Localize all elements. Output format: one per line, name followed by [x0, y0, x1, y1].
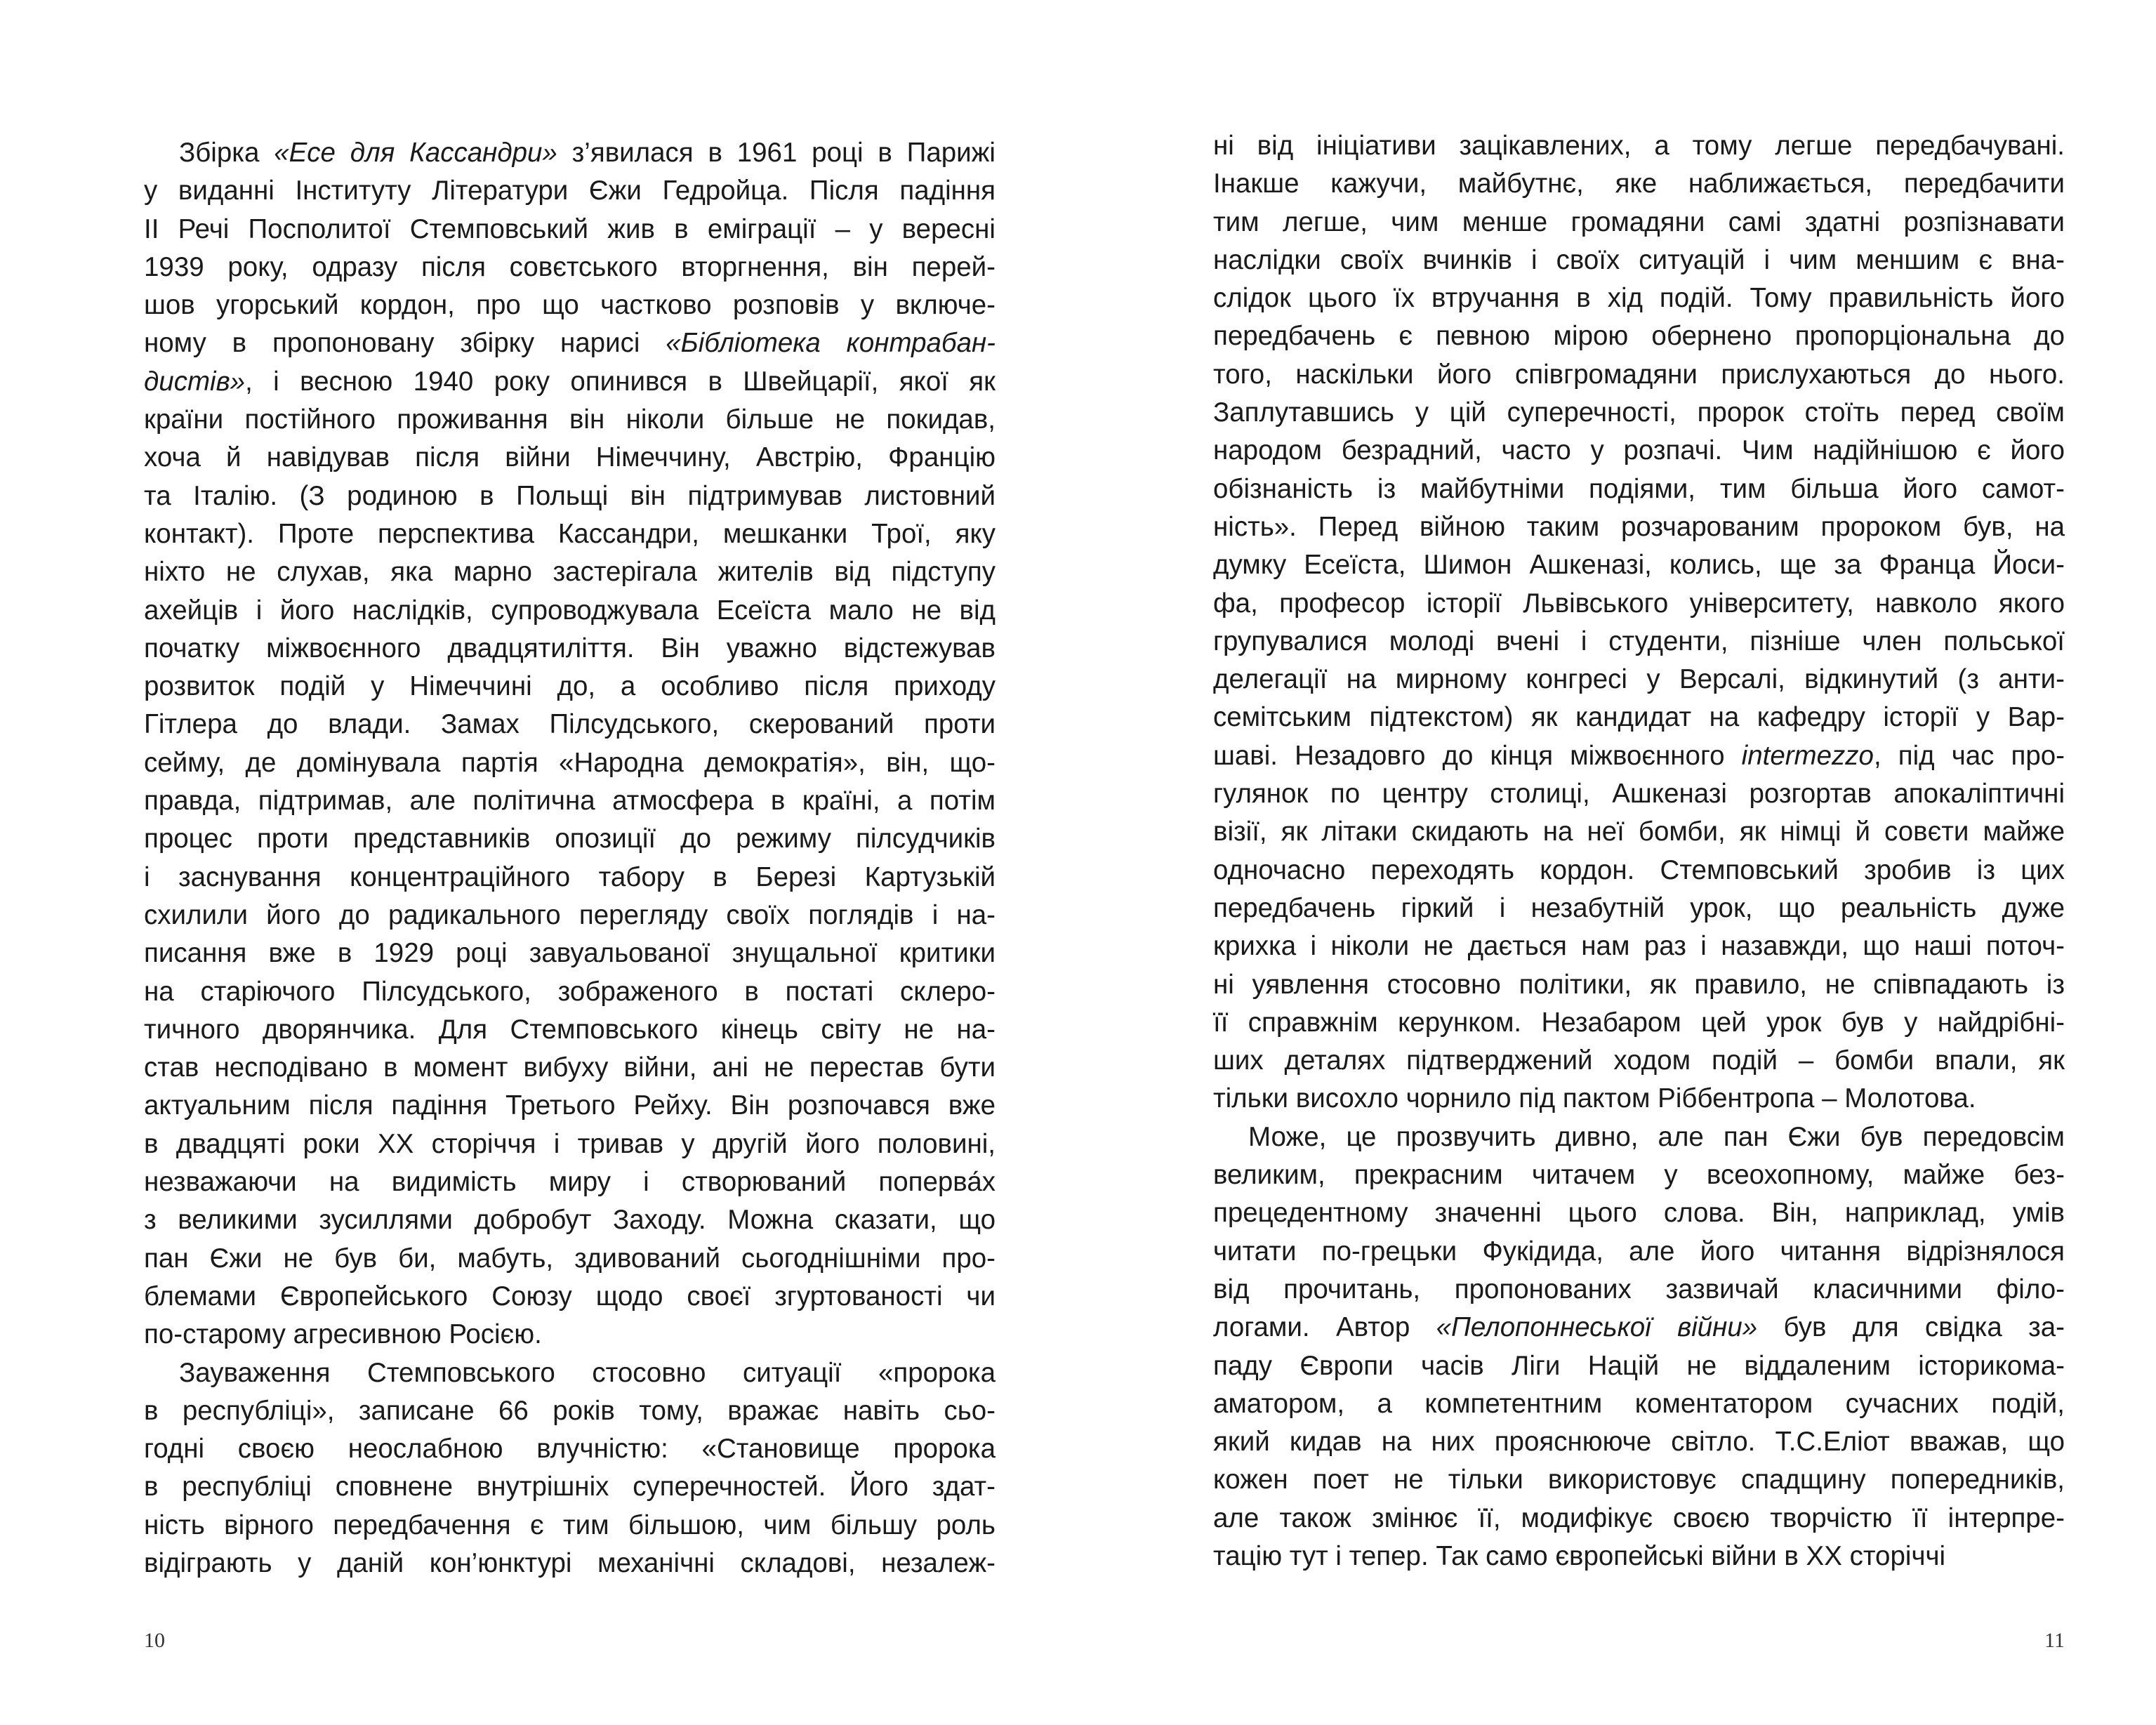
text-span: її справжнім керунком. Незабаром цей урок був у найдрібні-	[1213, 1007, 2065, 1038]
text-span: Заплутавшись у цій суперечності, пророк стоїть перед своїм	[1213, 397, 2065, 428]
text-span: Зауваження Стемповського стосовно ситуації «пророка	[179, 1357, 996, 1388]
text-span: який кидав на них прояснююче світло. Т.С.Еліот вважав, що	[1213, 1427, 2065, 1458]
text-span: початку міжвоєнного двадцятиліття. Він уважно відстежував	[144, 633, 996, 663]
italic-text-span: «Есе для Кассандри»	[274, 138, 557, 168]
text-span: розвиток подій у Німеччині до, а особливо після приходу	[144, 671, 996, 702]
text-span: делегації на мирному конгресі у Версалі, відкинутий (з анти-	[1213, 664, 2065, 695]
text-span: Може, це прозвучить дивно, але пан Єжи був передовсім	[1248, 1121, 2065, 1152]
text-span: кожен поет не тільки використовує спадщину попередників,	[1213, 1465, 2065, 1495]
text-span: прецедентному значенні цього слова. Він, наприклад, умів	[1213, 1198, 2065, 1229]
text-line	[1213, 279, 2065, 317]
text-span: фа, професор історії Львівського університету, навколо якого	[1213, 588, 2065, 619]
text-span: думку Есеїста, Шимон Ашкеназі, колись, ще за Франца Йоси-	[1213, 550, 2065, 581]
text-line	[144, 973, 996, 1011]
text-line	[1213, 927, 2065, 965]
text-span: групувалися молоді вчені і студенти, пізніше член польської	[1213, 626, 2065, 656]
text-span: шов угорський кордон, про що частково розповів у включе-	[144, 290, 996, 321]
text-line	[144, 1430, 996, 1468]
text-span: логами. Автор	[1213, 1312, 1436, 1343]
text-span: читати по-грецьки Фукідида, але його читання відрізнялося	[1213, 1236, 2065, 1267]
text-span: ніхто не слухав, яка марно застерігала жителів від підступу	[144, 557, 996, 588]
text-line	[1213, 623, 2065, 661]
text-span: країни постійного проживання він ніколи більше не покидав,	[144, 404, 996, 435]
text-span: ахейців і його наслідків, супроводжувала Есеїста мало не від	[144, 595, 996, 626]
text-span: тацію тут і тепер. Так само європейські війни в ХХ сторіччі	[1213, 1540, 1946, 1571]
text-line	[144, 401, 996, 439]
text-line	[1213, 1347, 2065, 1385]
text-line	[1213, 1423, 2065, 1461]
text-line	[1213, 585, 2065, 623]
text-line	[144, 211, 996, 249]
text-span: відіграють у даній кон’юнктурі механічні складові, незалеж-	[144, 1547, 996, 1578]
text-line	[144, 934, 996, 972]
text-line	[1213, 813, 2065, 851]
text-span: тим легше, чим менше громадяни самі здатні розпізнавати	[1213, 206, 2065, 237]
text-span: хоча й навідував після війни Німеччину, Австрію, Францію	[144, 442, 996, 473]
text-span: з великими зусиллями добробут Заходу. Можна сказати, що	[144, 1205, 996, 1236]
text-span: крихка і ніколи не дається нам раз і назавжди, що наші поточ-	[1213, 931, 2065, 962]
text-span: ІІ Речі Посполитої Стемповський жив в еміграції – у вересні	[144, 213, 996, 244]
text-span: і заснування концентраційного табору в Березі Картузькій	[144, 861, 996, 892]
text-span: годні своєю неослабною влучністю: «Становище пророка	[144, 1434, 996, 1465]
text-span: сейму, де домінувала партія «Народна демократія», він, що-	[144, 747, 996, 778]
text-line	[144, 897, 996, 934]
text-span: від прочитань, пропонованих зазвичай класичними філо-	[1213, 1274, 2065, 1304]
text-line	[144, 249, 996, 286]
right-page	[1078, 0, 2156, 1725]
text-span: слідок цього їх втручання в хід подій. Тому правильність його	[1213, 283, 2065, 314]
text-span: ність вірного передбачення є тим більшою, чим більшу роль	[144, 1509, 996, 1540]
left-page-number: 10	[144, 1629, 165, 1652]
text-span: в республіці сповнене внутрішніх суперечностей. Його здат-	[144, 1472, 996, 1502]
text-line	[1213, 204, 2065, 242]
text-line	[144, 553, 996, 591]
text-span: передбачень гіркий і незабутній урок, що реальність дуже	[1213, 892, 2065, 923]
text-span: Збірка	[179, 138, 275, 168]
text-line	[1213, 1461, 2065, 1499]
text-line	[1213, 508, 2065, 546]
text-line	[1213, 699, 2065, 736]
text-line	[144, 1163, 996, 1201]
text-line	[144, 820, 996, 858]
text-line	[1213, 1309, 2065, 1347]
text-line	[1213, 661, 2065, 699]
text-span: з’явилася в 1961 році в Парижі	[557, 138, 996, 168]
text-line	[144, 1392, 996, 1430]
text-line	[144, 286, 996, 324]
text-line	[144, 782, 996, 820]
text-line	[1213, 165, 2065, 203]
text-line	[1213, 1194, 2065, 1232]
text-line	[144, 134, 996, 172]
text-span: , і весною 1940 року опинився в Швейцарії, якої як	[245, 366, 996, 397]
text-span: на старіючого Пілсудського, зображеного в постаті склеро-	[144, 976, 996, 1007]
text-span: правда, підтримав, але політична атмосфера в країні, а потім	[144, 786, 996, 817]
text-span: ших деталях підтверджений ходом подій – бомби впали, як	[1213, 1045, 2065, 1076]
text-line	[144, 1316, 996, 1354]
text-span: актуальним після падіння Третього Рейху. Він розпочався вже	[144, 1090, 996, 1121]
text-span: ні уявлення стосовно політики, як правило, не співпадають із	[1213, 969, 2065, 1000]
text-line	[1213, 966, 2065, 1004]
text-line	[144, 1201, 996, 1239]
text-line	[1213, 242, 2065, 279]
text-line	[1213, 1500, 2065, 1538]
text-line	[144, 172, 996, 210]
text-span: пан Єжи не був би, мабуть, здивований сьогоднішніми про-	[144, 1243, 996, 1274]
text-span: , під час про-	[1873, 740, 2065, 771]
text-span: візії, як літаки скидають на неї бомби, як німці й совєти майже	[1213, 817, 2065, 847]
text-line	[144, 1087, 996, 1125]
text-line	[144, 630, 996, 668]
text-line	[1213, 470, 2065, 508]
text-span: 1939 року, одразу після совєтського вторгнення, він перей-	[144, 251, 996, 282]
text-span: семітським підтекстом) як кандидат на кафедру історії у Вар-	[1213, 702, 2065, 733]
text-line	[144, 1240, 996, 1278]
text-span: народом безрадний, часто у розпачі. Чим надійнішою є його	[1213, 435, 2065, 466]
left-page-text	[144, 134, 996, 1582]
text-line	[1213, 1004, 2065, 1042]
text-line	[144, 363, 996, 401]
text-line	[1213, 317, 2065, 355]
text-span: аматором, а компетентним коментатором сучасних подій,	[1213, 1388, 2065, 1419]
text-line	[1213, 1042, 2065, 1080]
italic-text-span: дистів»	[144, 366, 246, 397]
text-line	[144, 1507, 996, 1545]
text-line	[144, 1125, 996, 1163]
text-span: в двадцяті роки ХХ сторіччя і тривав у другій його половині,	[144, 1128, 996, 1159]
italic-text-span: intermezzo	[1741, 740, 1874, 771]
text-line	[144, 1049, 996, 1087]
text-span: ні від ініціативи зацікавлених, а тому легше передбачувані.	[1213, 131, 2065, 161]
text-span: обізнаність із майбутніми подіями, тим більша його самот-	[1213, 473, 2065, 504]
text-span: паду Європи часів Ліги Націй не віддаленим історикома-	[1213, 1350, 2065, 1381]
text-line	[1213, 127, 2065, 165]
text-line	[144, 1011, 996, 1049]
text-line	[1213, 1538, 2065, 1575]
text-line	[1213, 356, 2065, 394]
text-line	[1213, 546, 2065, 584]
text-span: ному в пропоновану збірку нарисі	[144, 328, 666, 359]
text-span: Інакше кажучи, майбутнє, яке наближається, передбачити	[1213, 168, 2065, 199]
text-line	[144, 1354, 996, 1392]
text-line	[144, 706, 996, 743]
text-line	[144, 477, 996, 515]
text-line	[144, 324, 996, 362]
text-line	[144, 1468, 996, 1506]
text-span: але також змінює її, модифікує своєю творчістю її інтерпре-	[1213, 1502, 2065, 1533]
text-line	[144, 439, 996, 477]
text-span: блемами Європейського Союзу щодо своєї згуртованості чи	[144, 1281, 996, 1311]
text-line	[144, 592, 996, 630]
text-line	[1213, 1385, 2065, 1423]
text-line	[1213, 852, 2065, 890]
text-span: писання вже в 1929 році завуальованої знущальної критики	[144, 938, 996, 969]
text-span: передбачень є певною мірою обернено пропорціональна до	[1213, 321, 2065, 352]
text-span: по-старому агресивною Росією.	[144, 1319, 542, 1350]
text-span: гулянок по центру столиці, Ашкеназі розгортав апокаліптичні	[1213, 779, 2065, 809]
text-line	[144, 1278, 996, 1316]
italic-text-span: «Бібліотека контрабан-	[666, 328, 996, 359]
right-page-number: 11	[2044, 1629, 2065, 1652]
text-line	[144, 515, 996, 553]
text-line	[1213, 1080, 2065, 1118]
text-line	[1213, 890, 2065, 927]
text-span: в республіці», записане 66 років тому, вражає навіть сьо-	[144, 1395, 996, 1426]
text-line	[1213, 737, 2065, 775]
text-span: великим, прекрасним читачем у всеохопному, майже без-	[1213, 1160, 2065, 1191]
text-span: процес проти представників опозиції до режиму пілсудчиків	[144, 824, 996, 854]
text-span: був для свідка за-	[1757, 1312, 2065, 1343]
italic-text-span: «Пелопоннеської війни»	[1436, 1312, 1758, 1343]
text-span: шаві. Незадовго до кінця міжвоєнного	[1213, 740, 1742, 771]
text-line	[1213, 432, 2065, 470]
text-line	[1213, 1271, 2065, 1309]
text-line	[144, 668, 996, 706]
text-line	[1213, 394, 2065, 432]
text-line	[1213, 1156, 2065, 1194]
text-line	[144, 744, 996, 782]
text-span: схилили його до радикального перегляду своїх поглядів і на-	[144, 899, 996, 930]
text-span: ність». Перед війною таким розчарованим пророком був, на	[1213, 511, 2065, 542]
text-span: того, наскільки його співгромадяни прислухаються до нього.	[1213, 359, 2065, 390]
text-span: тичного дворянчика. Для Стемповського кінець світу не на-	[144, 1014, 996, 1045]
text-span: Гітлера до влади. Замах Пілсудського, скерований проти	[144, 709, 996, 740]
text-span: став несподівано в момент вибуху війни, ані не перестав бути	[144, 1052, 996, 1083]
text-line	[1213, 775, 2065, 813]
text-span: тільки висохло чорнило під пактом Ріббентропа – Молотова.	[1213, 1083, 1976, 1114]
text-line	[1213, 1233, 2065, 1271]
text-span: незважаючи на видимість миру і створюваний поперва́х	[144, 1167, 996, 1198]
right-page-text	[1213, 127, 2065, 1575]
text-line	[144, 1545, 996, 1582]
text-span: наслідки своїх вчинків і своїх ситуацій і чим меншим є вна-	[1213, 244, 2065, 275]
text-line	[1213, 1118, 2065, 1156]
text-span: контакт). Проте перспектива Кассандри, мешканки Трої, яку	[144, 518, 996, 549]
text-span: одночасно переходять кордон. Стемповський зробив із цих	[1213, 854, 2065, 885]
text-span: у виданні Інституту Літератури Єжи Гедройца. Після падіння	[144, 176, 996, 206]
text-line	[144, 859, 996, 897]
text-span: та Італію. (З родиною в Польщі він підтримував листовний	[144, 480, 996, 511]
